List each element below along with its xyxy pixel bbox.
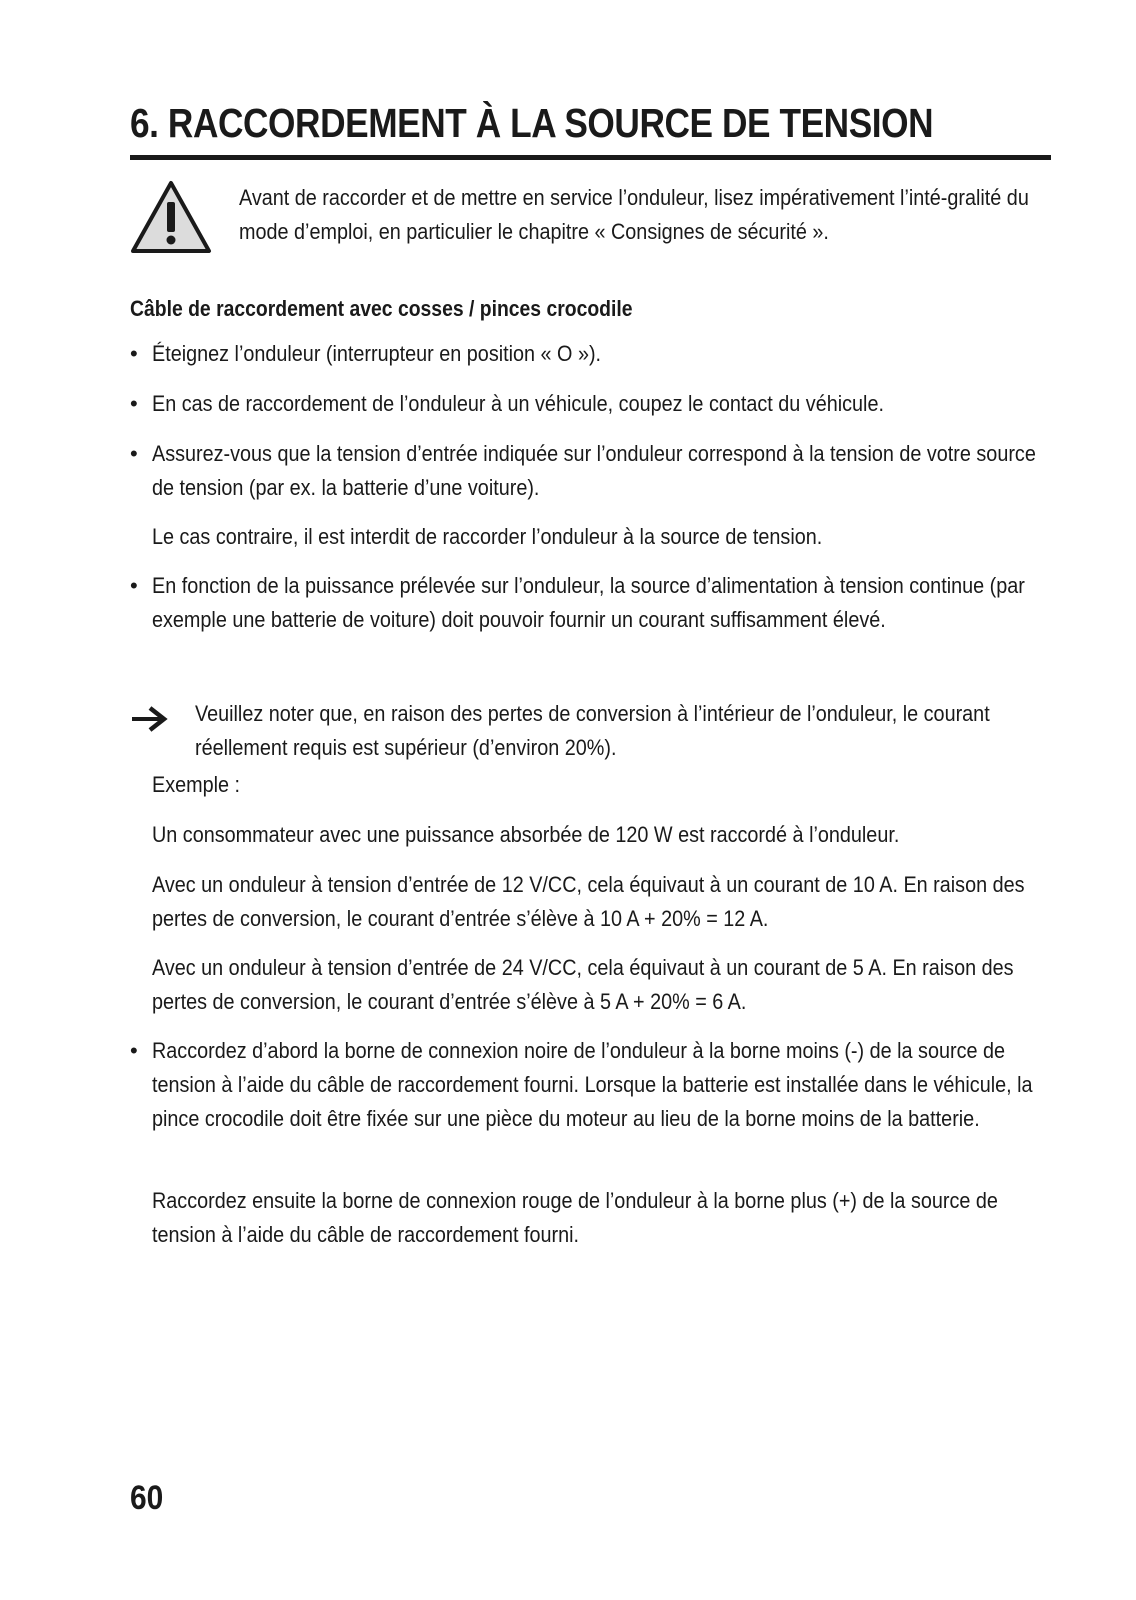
list-continuation-text: Raccordez ensuite la borne de connexion rouge de l’onduleur à la borne plus (+) de la source de tension à l’aide du câble de raccordement fourni. bbox=[152, 1188, 998, 1247]
example-label-text: Exemple : bbox=[152, 772, 241, 797]
list-item-text: En cas de raccordement de l’onduleur à un véhicule, coupez le contact du véhicule. bbox=[152, 391, 884, 416]
warning-text: Avant de raccorder et de mettre en service l’onduleur, lisez impérativement l’inté-gralité du mode d’emploi, en particulier le chapitre « Consignes de sécurité ». bbox=[239, 185, 1029, 244]
bullet-icon: • bbox=[130, 341, 138, 366]
arrow-right-icon bbox=[130, 706, 170, 732]
page-title: 6. RACCORDEMENT À LA SOURCE DE TENSION bbox=[130, 100, 934, 146]
bullet-icon: • bbox=[130, 391, 138, 416]
list-item-text: Éteignez l’onduleur (interrupteur en position « O »). bbox=[152, 341, 602, 366]
list-item-text: En fonction de la puissance prélevée sur l’onduleur, la source d’alimentation à tension continue (par exemple une batterie de voiture) doit pouvoir fournir un courant suffisamment élevé. bbox=[152, 573, 1025, 632]
bullet-icon: • bbox=[130, 1038, 138, 1063]
example-line-text: Avec un onduleur à tension d’entrée de 24 V/CC, cela équivaut à un courant de 5 A. En raison des pertes de conversion, le courant d’entrée s’élève à 5 A + 20% = 6 A. bbox=[152, 955, 1014, 1014]
title-rule bbox=[130, 155, 1051, 160]
bullet-icon: • bbox=[130, 441, 138, 466]
example-line-text: Avec un onduleur à tension d’entrée de 12 V/CC, cela équivaut à un courant de 10 A. En raison des pertes de conversion, le courant d’entrée s’élève à 10 A + 20% = 12 A. bbox=[152, 872, 1025, 931]
list-item-text: Assurez-vous que la tension d’entrée indiquée sur l’onduleur correspond à la tension de votre source de tension (par ex. la batterie d’une voiture). bbox=[152, 441, 1036, 500]
page-number: 60 bbox=[130, 1479, 164, 1517]
section-heading: Câble de raccordement avec cosses / pinces crocodile bbox=[130, 296, 633, 321]
list-continuation-text: Le cas contraire, il est interdit de raccorder l’onduleur à la source de tension. bbox=[152, 524, 823, 549]
example-line-text: Un consommateur avec une puissance absorbée de 120 W est raccordé à l’onduleur. bbox=[152, 822, 900, 847]
note-text: Veuillez noter que, en raison des pertes de conversion à l’intérieur de l’onduleur, le courant réellement requis est supérieur (d’environ 20%). bbox=[195, 701, 990, 760]
bullet-icon: • bbox=[130, 573, 138, 598]
list-item-text: Raccordez d’abord la borne de connexion noire de l’onduleur à la borne moins (-) de la source de tension à l’aide du câble de raccordement fourni. Lorsque la batterie est installée dans le véhicule, la pince crocodile doit être fixée sur une pièce du moteur au lieu de la borne moins de la batterie. bbox=[152, 1038, 1033, 1131]
warning-triangle-icon bbox=[130, 180, 212, 254]
